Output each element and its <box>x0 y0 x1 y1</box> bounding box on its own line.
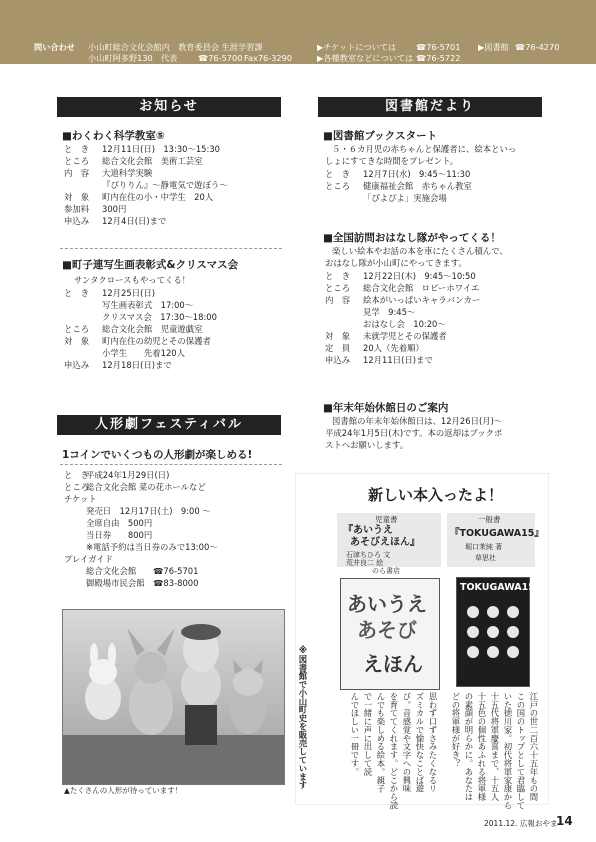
book1-title-2: あそびえほん』 <box>350 537 420 548</box>
detail-value: 絵本がいっぱいキャラバンカー <box>363 295 481 305</box>
detail-key: ところ <box>64 156 90 166</box>
detail-value: クリスマス会 17:30～18:00 <box>102 312 217 322</box>
detail-row <box>325 282 479 294</box>
book2-cover-title: TOKUGAWA15 <box>460 582 535 593</box>
caravan-title: ■全国訪問おはなし隊がやってくる！ <box>323 232 501 244</box>
detail-value: 健康福祉会館 赤ちゃん教室 <box>363 181 472 191</box>
footer-issue: 2011.12. <box>484 819 518 828</box>
book1-cover <box>340 578 440 690</box>
bookstart-body-1: ５・６カ月児の赤ちゃんと保護者に、絵本といっ <box>332 144 517 154</box>
detail-row <box>64 215 166 227</box>
library-label: ▶図書館 <box>478 42 509 52</box>
divider <box>60 464 282 465</box>
book2-cover <box>456 577 535 687</box>
detail-key: と き <box>325 271 351 281</box>
detail-value: 小学生 先着120人 <box>102 348 185 358</box>
detail-key: 参加料 <box>64 204 90 214</box>
description-column: んでほしい一冊です。 <box>350 692 360 776</box>
detail-key: と き <box>64 288 90 298</box>
holiday-body-1: 図書館の年末年始休館日は、12月26日(月)～ <box>332 416 503 426</box>
event2-intro: サンタクロースもやってくる！ <box>74 275 191 285</box>
book2-description <box>446 692 541 810</box>
book2-author: 堀口茉純 著 <box>465 543 503 551</box>
holiday-body-3: ストへお願いします。 <box>325 440 409 450</box>
detail-row <box>325 354 433 366</box>
section-title-notices: お知らせ <box>57 97 281 117</box>
detail-row <box>325 294 480 306</box>
detail-value: 12月18日(日)まで <box>102 360 172 370</box>
description-column: で一緒に声に出して読 <box>363 692 373 776</box>
detail-key: 定 員 <box>325 343 351 353</box>
office-tel: ☎76-5700 <box>198 53 243 63</box>
detail-value: 町内在住の幼児とその保護者 <box>102 336 211 346</box>
detail-value: 12月4日(日)まで <box>102 216 167 226</box>
detail-key: 対 象 <box>64 336 90 346</box>
library-tel: ☎76-4270 <box>515 42 560 52</box>
caravan-body-1: 楽しい絵本やお話の本を車にたくさん積んで、 <box>332 246 508 256</box>
detail-row <box>64 299 193 311</box>
vertical-note: ※図書館で小山町史を販売しています <box>298 645 308 790</box>
detail-row <box>64 311 217 323</box>
book1-description <box>328 692 440 810</box>
description-column: 十五代将軍慶喜まで、十五人 <box>490 692 500 802</box>
detail-value: 未就学児とその保護者 <box>363 331 447 341</box>
detail-row <box>325 168 470 180</box>
detail-key: 対 象 <box>325 331 351 341</box>
detail-row <box>64 167 152 179</box>
footer-magazine: 広報おやま <box>520 819 558 828</box>
detail-row <box>325 306 415 318</box>
detail-key: と き <box>64 144 90 154</box>
detail-value: 見学 9:45～ <box>363 307 416 317</box>
detail-row <box>64 529 152 541</box>
detail-row <box>64 359 172 371</box>
description-column: を育ててくれます。どこから読 <box>389 692 399 810</box>
detail-value: 『ぴりりん』～静電気で遊ぼう～ <box>102 180 228 190</box>
book2-title: 『TOKUGAWA15』 <box>450 528 544 539</box>
description-column: 十五色の個性あふれる将軍様 <box>477 692 487 802</box>
book1-cover-line1: あいうえ <box>347 592 427 616</box>
photo-caption: ▲たくさんの人形が待っています！ <box>64 786 183 795</box>
detail-row <box>64 493 97 505</box>
detail-value: 12月11日(日)まで <box>363 355 433 365</box>
description-column: どの将軍様が好き？ <box>451 692 461 768</box>
book1-cover-line3: えほん <box>363 652 423 676</box>
detail-row <box>325 192 447 204</box>
divider <box>60 248 282 249</box>
caravan-body-2: おはなし隊が小山町にやってきます。 <box>325 258 467 268</box>
book1-cover-line2: あそび <box>357 618 417 642</box>
detail-row <box>64 347 185 359</box>
section-title-puppet: 人形劇フェスティバル <box>57 415 281 435</box>
classroom-tel: ☎76-5722 <box>416 53 461 63</box>
detail-key: プレイガイド <box>64 554 113 564</box>
detail-row <box>325 270 476 282</box>
detail-row <box>64 287 155 299</box>
description-column: いた徳川家。初代将軍家康から <box>503 692 513 810</box>
description-column: んでも楽しめる絵本。親子 <box>376 692 386 793</box>
description-column: 思わず口ずさみたくなるリ <box>428 692 438 793</box>
description-column: び。音感覚や文字への興味 <box>402 692 412 793</box>
detail-key: 対 象 <box>64 192 90 202</box>
detail-value: 12月25日(日) <box>102 288 155 298</box>
detail-row <box>64 553 113 565</box>
book1-publisher: のら書店 <box>372 567 400 575</box>
section-title-library: 図書館だより <box>318 97 542 117</box>
detail-row <box>325 330 447 342</box>
detail-row <box>64 505 211 517</box>
header-banner <box>0 0 596 64</box>
detail-row <box>64 335 211 347</box>
book1-category: 児童書 <box>375 515 398 524</box>
classroom-label: ▶各種教室などについては <box>317 53 414 63</box>
book1-title-1: 『あいうえ <box>343 525 393 536</box>
ticket-label: ▶チケットについては <box>317 42 397 52</box>
puppets-illustration <box>63 610 284 784</box>
detail-key: ところ <box>64 482 90 492</box>
description-column: ズミカルで愉快なことば遊 <box>415 692 425 793</box>
detail-row <box>64 481 206 493</box>
holiday-title: ■年末年始休館日のご案内 <box>323 402 449 414</box>
detail-row <box>64 565 198 577</box>
holiday-body-2: 平成24年1月5日(木)です。本の返却はブックポ <box>325 428 503 438</box>
description-column: 江戸の世二百六十五年もの間 <box>529 692 539 802</box>
detail-value: 平成24年1月29日(日) <box>86 470 170 480</box>
puppet-photo <box>62 609 285 785</box>
detail-key: ところ <box>325 181 351 191</box>
detail-value: 総合文化会館 菜の花ホールなど <box>86 482 206 492</box>
bookstart-body-2: しょにすてきな時間をプレゼント。 <box>325 156 459 166</box>
detail-row <box>64 323 203 335</box>
detail-row <box>64 541 218 553</box>
detail-value: 12月22日(木) 9:45～10:50 <box>363 271 476 281</box>
detail-key: 内 容 <box>64 168 90 178</box>
detail-row <box>64 517 152 529</box>
detail-key: ところ <box>325 283 351 293</box>
description-column: の素顔が明らかに。あなたは <box>464 692 474 802</box>
detail-value: 発売日 12月17日(土) 9:00 ～ <box>86 506 211 516</box>
detail-key: チケット <box>64 494 97 504</box>
detail-key: 内 容 <box>325 295 351 305</box>
description-column: この国のトップとして君臨して <box>516 692 526 810</box>
detail-key: 申込み <box>64 216 90 226</box>
new-books-heading: 新しい本入ったよ！ <box>368 486 504 504</box>
detail-row <box>64 155 203 167</box>
detail-value: 大道科学実験 <box>102 168 153 178</box>
detail-value: 総合文化会館 ロビーホワイエ <box>363 283 480 293</box>
book1-author2: 荒井良二 絵 <box>346 559 384 567</box>
detail-key: ところ <box>64 324 90 334</box>
detail-value: 写生画表彰式 17:00～ <box>102 300 194 310</box>
event2-title: ■町子連写生画表彰式&クリスマス会 <box>62 259 239 271</box>
detail-value: おはなし会 10:20～ <box>363 319 446 329</box>
puppet-headline: 1コインでいくつもの人形劇が楽しめる! <box>62 449 253 461</box>
detail-row <box>325 180 472 192</box>
office-line2: 小山町阿多野130 代表 <box>88 53 178 63</box>
detail-value: 300円 <box>102 204 127 214</box>
office-line1: 小山町総合文化会館内 教育委員会 生涯学習課 <box>88 42 263 52</box>
detail-row <box>325 342 424 354</box>
detail-row <box>64 143 220 155</box>
book2-publisher: 草思社 <box>475 554 496 562</box>
detail-row <box>64 577 198 589</box>
contact-label: 問い合わせ <box>34 42 75 52</box>
detail-row <box>64 191 213 203</box>
footer-page: 14 <box>556 814 573 828</box>
detail-value: 総合文化会館 ☎76-5701 <box>86 566 199 576</box>
detail-key: 申込み <box>325 355 351 365</box>
detail-value: 12月7日(水) 9:45～11:30 <box>363 169 471 179</box>
detail-value: 20人（先着順） <box>363 343 424 353</box>
detail-value: 全席自由 500円 <box>86 518 153 528</box>
detail-value: 御殿場市民会館 ☎83-8000 <box>86 578 199 588</box>
book2-cover-portraits <box>463 602 523 672</box>
detail-row <box>64 179 228 191</box>
book1-author1: 石津ちひろ 文 <box>346 551 391 559</box>
detail-key: と き <box>64 470 90 480</box>
bookstart-title: ■図書館ブックスタート <box>323 130 438 142</box>
detail-value: ※電話予約は当日券のみで13:00～ <box>86 542 218 552</box>
office-fax: Fax76-3290 <box>244 53 293 63</box>
detail-row <box>64 469 169 481</box>
book2-category: 一般書 <box>478 515 501 524</box>
detail-value: 町内在住の小・中学生 20人 <box>102 192 214 202</box>
detail-value: 当日券 800円 <box>86 530 153 540</box>
detail-row <box>64 203 126 215</box>
detail-key: 申込み <box>64 360 90 370</box>
detail-value: 12月11日(日) 13:30～15:30 <box>102 144 220 154</box>
detail-value: 「ぴよぴよ」実施会場 <box>363 193 447 203</box>
ticket-tel: ☎76-5701 <box>416 42 461 52</box>
event1-title: ■わくわく科学教室⑤ <box>62 130 165 142</box>
detail-key: と き <box>325 169 351 179</box>
detail-value: 総合文化会館 美術工芸室 <box>102 156 203 166</box>
detail-row <box>325 318 446 330</box>
detail-value: 総合文化会館 児童遊戯室 <box>102 324 203 334</box>
